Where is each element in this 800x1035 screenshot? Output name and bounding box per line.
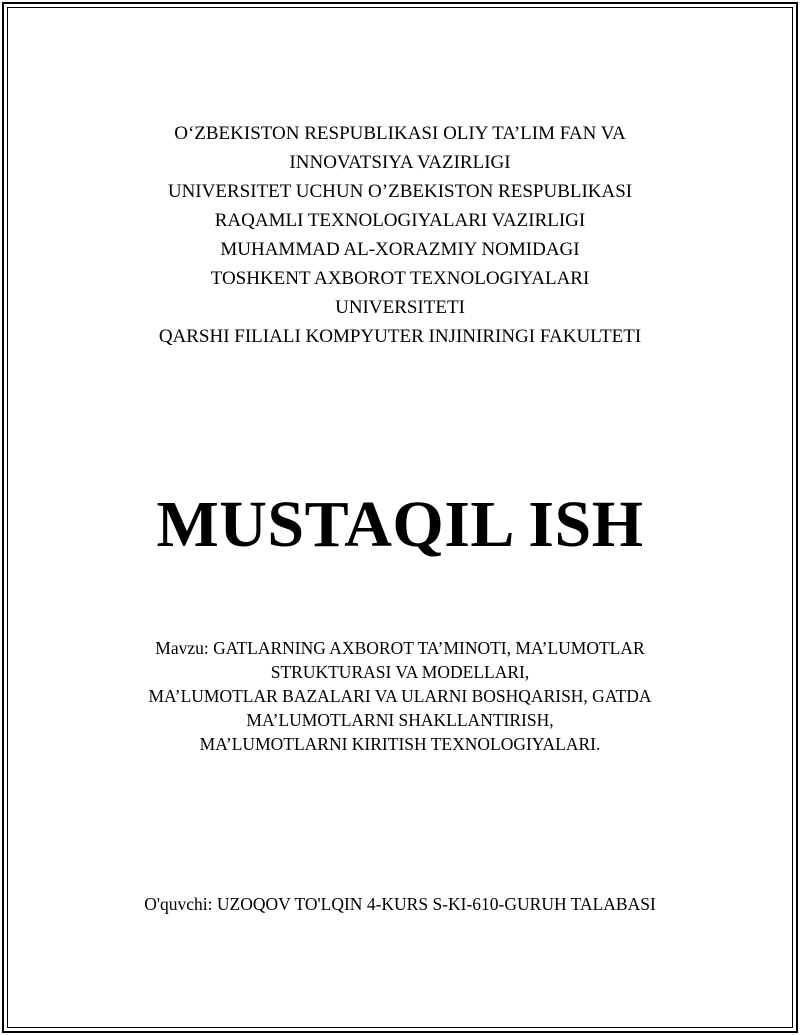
student-info: O'quvchi: UZOQOV TO'LQIN 4-KURS S-KI-610-GURUH TALABASI — [144, 894, 656, 914]
header-line: O‘ZBEKISTON RESPUBLIKASI OLIY TA’LIM FAN VA — [174, 123, 626, 144]
topic-line: MA’LUMOTLARNI KIRITISH TEXNOLOGIYALARI. — [199, 734, 601, 754]
header-line: QARSHI FILIALI KOMPYUTER INJINIRINGI FAKULTETI — [158, 326, 642, 347]
header-line: MUHAMMAD AL-XORAZMIY NOMIDAGI — [220, 239, 580, 260]
header-line: INNOVATSIYA VAZIRLIGI — [289, 152, 511, 173]
header-line: RAQAMLI TEXNOLOGIYALARI VAZIRLIGI — [214, 210, 586, 231]
topic-line: MA’LUMOTLARNI SHAKLLANTIRISH, — [246, 710, 554, 730]
document-title: MUSTAQIL ISH — [156, 488, 644, 561]
topic-line: STRUKTURASI VA MODELLARI, — [270, 662, 530, 682]
header-line: UNIVERSITETI — [335, 297, 465, 318]
topic-line: Mavzu: GATLARNING AXBOROT TA’MINOTI, MA’LUMOTLAR — [155, 638, 645, 658]
header-line: TOSHKENT AXBOROT TEXNOLOGIYALARI — [210, 268, 590, 289]
header-line: UNIVERSITET UCHUN O’ZBEKISTON RESPUBLIKASI — [167, 181, 633, 202]
topic-block — [0, 636, 800, 756]
topic-line: MA’LUMOTLAR BAZALARI VA ULARNI BOSHQARISH, GATDA — [148, 686, 652, 706]
institution-header — [0, 119, 800, 351]
